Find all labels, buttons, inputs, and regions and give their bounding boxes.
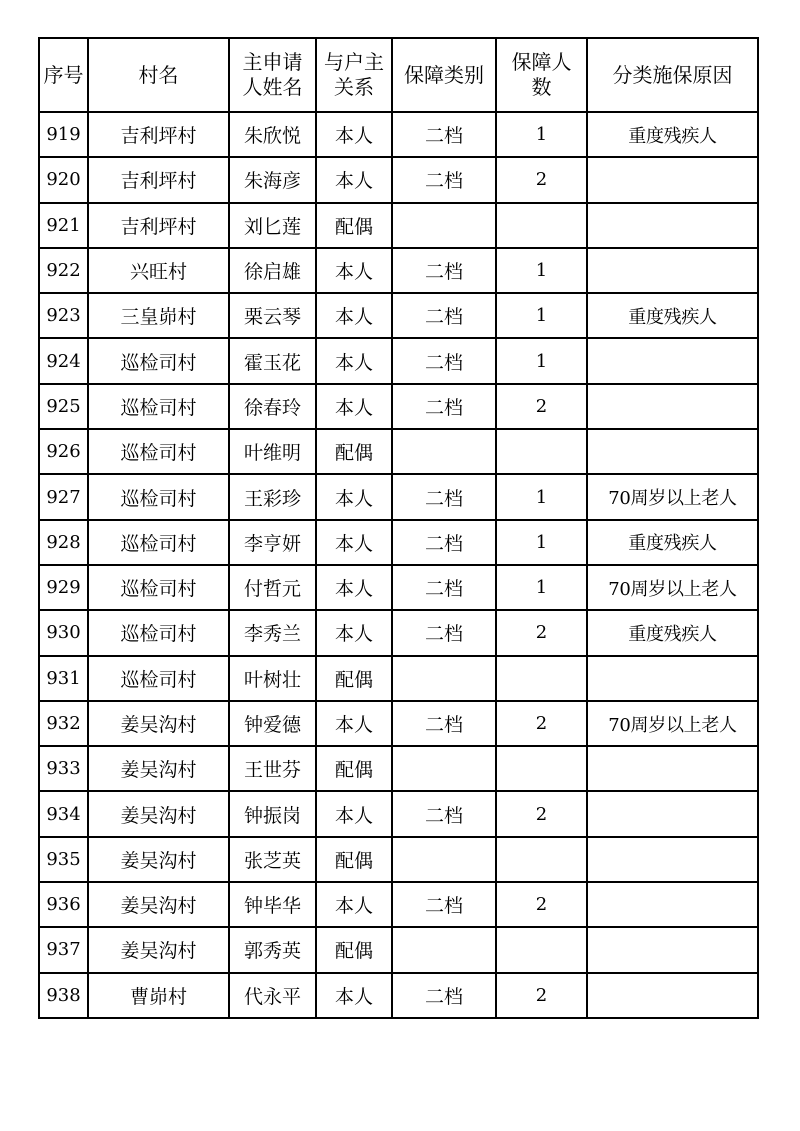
cell-category: 二档 [392, 112, 496, 157]
cell-reason: 重度残疾人 [587, 293, 758, 338]
cell-reason [587, 157, 758, 202]
cell-seq: 930 [39, 610, 88, 655]
cell-reason: 70周岁以上老人 [587, 565, 758, 610]
header-category-line: 保障类别 [404, 62, 484, 87]
header-seq-line: 序号 [43, 62, 84, 87]
cell-count: 2 [496, 157, 587, 202]
cell-count: 1 [496, 474, 587, 519]
cell-village: 姜吴沟村 [88, 791, 229, 836]
cell-relation: 本人 [316, 293, 392, 338]
cell-relation: 本人 [316, 112, 392, 157]
cell-count [496, 927, 587, 972]
cell-reason: 重度残疾人 [587, 610, 758, 655]
cell-reason [587, 656, 758, 701]
cell-reason: 70周岁以上老人 [587, 701, 758, 746]
cell-seq: 919 [39, 112, 88, 157]
cell-seq: 936 [39, 882, 88, 927]
cell-seq: 922 [39, 248, 88, 293]
cell-category: 二档 [392, 973, 496, 1018]
header-relation-label [324, 50, 384, 100]
cell-reason [587, 746, 758, 791]
header-reason-line: 分类施保原因 [612, 62, 733, 87]
table-row [39, 248, 758, 293]
cell-category [392, 837, 496, 882]
cell-applicant-name: 刘匕莲 [229, 203, 316, 248]
cell-relation: 本人 [316, 384, 392, 429]
cell-relation: 配偶 [316, 203, 392, 248]
table-row [39, 837, 758, 882]
cell-village: 曹峁村 [88, 973, 229, 1018]
cell-village: 姜吴沟村 [88, 746, 229, 791]
cell-applicant-name: 叶树壮 [229, 656, 316, 701]
cell-count [496, 203, 587, 248]
cell-applicant-name: 代永平 [229, 973, 316, 1018]
table-row [39, 429, 758, 474]
table-row [39, 384, 758, 429]
cell-count: 1 [496, 338, 587, 383]
cell-count [496, 429, 587, 474]
table-row [39, 112, 758, 157]
table-row [39, 656, 758, 701]
cell-seq: 935 [39, 837, 88, 882]
cell-category: 二档 [392, 157, 496, 202]
cell-count: 1 [496, 248, 587, 293]
cell-seq: 929 [39, 565, 88, 610]
header-count-line: 数 [531, 75, 552, 99]
cell-category: 二档 [392, 610, 496, 655]
cell-category: 二档 [392, 701, 496, 746]
table-row [39, 338, 758, 383]
cell-relation: 本人 [316, 565, 392, 610]
cell-relation: 本人 [316, 338, 392, 383]
cell-count [496, 746, 587, 791]
cell-seq: 924 [39, 338, 88, 383]
table-row [39, 520, 758, 565]
cell-seq: 926 [39, 429, 88, 474]
cell-seq: 920 [39, 157, 88, 202]
cell-reason: 重度残疾人 [587, 520, 758, 565]
cell-category [392, 203, 496, 248]
cell-applicant-name: 钟毕华 [229, 882, 316, 927]
cell-village: 巡检司村 [88, 520, 229, 565]
cell-count: 1 [496, 520, 587, 565]
cell-count: 1 [496, 565, 587, 610]
header-applicant-name-label [243, 50, 303, 100]
cell-relation: 本人 [316, 701, 392, 746]
table-row [39, 474, 758, 519]
cell-village: 三皇峁村 [88, 293, 229, 338]
cell-count: 2 [496, 973, 587, 1018]
cell-reason [587, 927, 758, 972]
cell-category: 二档 [392, 791, 496, 836]
cell-applicant-name: 钟爱德 [229, 701, 316, 746]
cell-relation: 配偶 [316, 746, 392, 791]
cell-village: 巡检司村 [88, 565, 229, 610]
table-row [39, 882, 758, 927]
cell-village: 姜吴沟村 [88, 701, 229, 746]
cell-relation: 本人 [316, 474, 392, 519]
cell-count: 1 [496, 293, 587, 338]
cell-applicant-name: 朱海彦 [229, 157, 316, 202]
cell-reason: 70周岁以上老人 [587, 474, 758, 519]
cell-category [392, 746, 496, 791]
header-village [88, 38, 229, 112]
cell-category: 二档 [392, 293, 496, 338]
cell-village: 吉利坪村 [88, 203, 229, 248]
header-count-label [512, 50, 572, 100]
cell-category [392, 656, 496, 701]
cell-applicant-name: 张芝英 [229, 837, 316, 882]
cell-relation: 配偶 [316, 656, 392, 701]
cell-relation: 配偶 [316, 837, 392, 882]
table-header [39, 38, 758, 112]
cell-village: 巡检司村 [88, 656, 229, 701]
table-row [39, 203, 758, 248]
cell-seq: 925 [39, 384, 88, 429]
header-seq-label [44, 63, 84, 88]
cell-category: 二档 [392, 384, 496, 429]
cell-seq: 938 [39, 973, 88, 1018]
cell-count: 2 [496, 384, 587, 429]
cell-reason [587, 384, 758, 429]
cell-applicant-name: 徐春玲 [229, 384, 316, 429]
cell-relation: 本人 [316, 248, 392, 293]
cell-relation: 本人 [316, 882, 392, 927]
header-relation-line: 关系 [334, 75, 374, 99]
cell-applicant-name: 付哲元 [229, 565, 316, 610]
relief-roster-table [38, 37, 759, 1019]
cell-applicant-name: 霍玉花 [229, 338, 316, 383]
table-row [39, 791, 758, 836]
cell-village: 吉利坪村 [88, 112, 229, 157]
header-applicant-name-line: 人姓名 [242, 75, 303, 99]
cell-seq: 932 [39, 701, 88, 746]
cell-seq: 934 [39, 791, 88, 836]
header-village-line: 村名 [138, 62, 179, 87]
header-applicant-name-line: 主申请 [242, 50, 303, 74]
cell-reason [587, 791, 758, 836]
table-row [39, 293, 758, 338]
cell-relation: 本人 [316, 520, 392, 565]
cell-village: 巡检司村 [88, 429, 229, 474]
cell-applicant-name: 朱欣悦 [229, 112, 316, 157]
cell-seq: 937 [39, 927, 88, 972]
header-category [392, 38, 496, 112]
cell-applicant-name: 王彩珍 [229, 474, 316, 519]
cell-count [496, 656, 587, 701]
cell-count [496, 837, 587, 882]
cell-reason [587, 429, 758, 474]
cell-applicant-name: 王世芬 [229, 746, 316, 791]
cell-relation: 本人 [316, 973, 392, 1018]
header-count-line: 保障人 [511, 50, 572, 74]
cell-category: 二档 [392, 520, 496, 565]
table-row [39, 973, 758, 1018]
table-row [39, 701, 758, 746]
cell-relation: 配偶 [316, 429, 392, 474]
header-count [496, 38, 587, 112]
cell-applicant-name: 栗云琴 [229, 293, 316, 338]
cell-reason: 重度残疾人 [587, 112, 758, 157]
table-row [39, 927, 758, 972]
cell-category: 二档 [392, 248, 496, 293]
cell-reason [587, 248, 758, 293]
cell-seq: 921 [39, 203, 88, 248]
cell-category: 二档 [392, 474, 496, 519]
cell-seq: 928 [39, 520, 88, 565]
header-village-label [139, 63, 179, 88]
table-body [39, 112, 758, 1018]
cell-village: 姜吴沟村 [88, 837, 229, 882]
cell-village: 巡检司村 [88, 338, 229, 383]
cell-reason [587, 882, 758, 927]
cell-applicant-name: 钟振岗 [229, 791, 316, 836]
header-reason-label [613, 63, 733, 88]
header-reason [587, 38, 758, 112]
cell-relation: 本人 [316, 791, 392, 836]
cell-village: 巡检司村 [88, 610, 229, 655]
cell-applicant-name: 李亨妍 [229, 520, 316, 565]
header-category-label [404, 63, 484, 88]
cell-relation: 本人 [316, 610, 392, 655]
cell-seq: 927 [39, 474, 88, 519]
cell-seq: 923 [39, 293, 88, 338]
cell-category [392, 429, 496, 474]
cell-seq: 933 [39, 746, 88, 791]
cell-village: 姜吴沟村 [88, 882, 229, 927]
cell-applicant-name: 郭秀英 [229, 927, 316, 972]
cell-applicant-name: 李秀兰 [229, 610, 316, 655]
header-seq [39, 38, 88, 112]
table-row [39, 746, 758, 791]
table-row [39, 157, 758, 202]
cell-count: 1 [496, 112, 587, 157]
cell-relation: 配偶 [316, 927, 392, 972]
cell-count: 2 [496, 882, 587, 927]
table-row [39, 565, 758, 610]
header-applicant-name [229, 38, 316, 112]
cell-village: 兴旺村 [88, 248, 229, 293]
cell-village: 巡检司村 [88, 474, 229, 519]
cell-category: 二档 [392, 565, 496, 610]
cell-category [392, 927, 496, 972]
cell-village: 巡检司村 [88, 384, 229, 429]
cell-reason [587, 203, 758, 248]
cell-category: 二档 [392, 882, 496, 927]
cell-village: 姜吴沟村 [88, 927, 229, 972]
cell-applicant-name: 叶维明 [229, 429, 316, 474]
cell-relation: 本人 [316, 157, 392, 202]
cell-applicant-name: 徐启雄 [229, 248, 316, 293]
cell-reason [587, 837, 758, 882]
cell-reason [587, 973, 758, 1018]
cell-category: 二档 [392, 338, 496, 383]
header-row [39, 38, 758, 112]
header-relation-line: 与户主 [324, 50, 384, 74]
header-relation [316, 38, 392, 112]
cell-seq: 931 [39, 656, 88, 701]
cell-count: 2 [496, 701, 587, 746]
cell-count: 2 [496, 610, 587, 655]
cell-reason [587, 338, 758, 383]
cell-village: 吉利坪村 [88, 157, 229, 202]
cell-count: 2 [496, 791, 587, 836]
table-row [39, 610, 758, 655]
